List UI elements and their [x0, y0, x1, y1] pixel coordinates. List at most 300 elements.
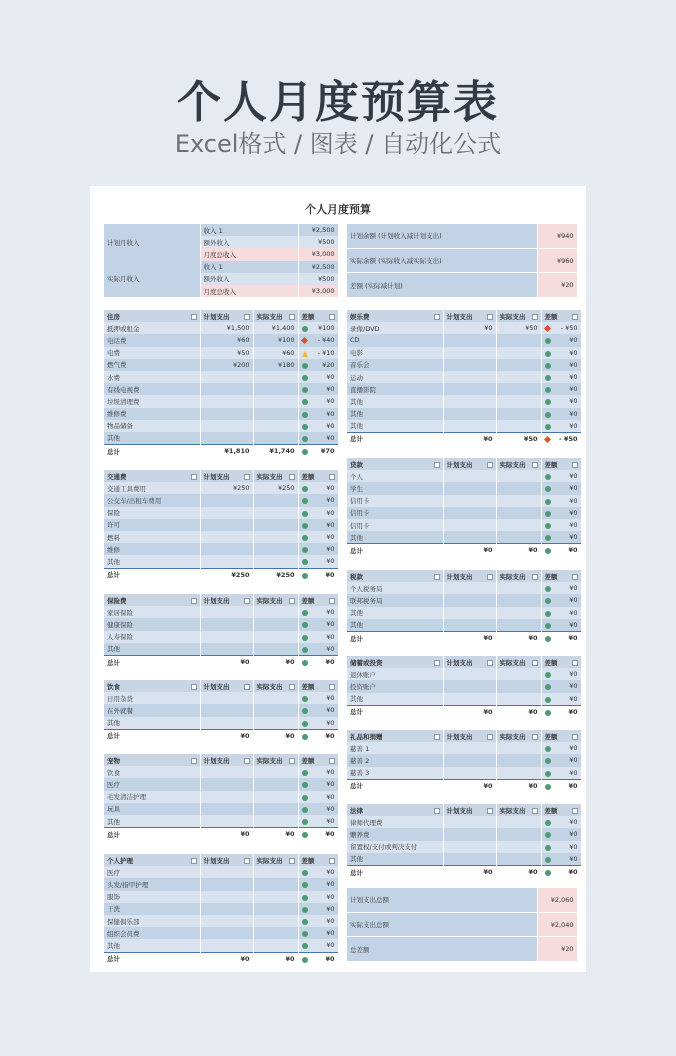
difference-value: ¥0: [326, 385, 335, 394]
column-header-text: 实际支出: [256, 856, 283, 865]
expense-row: [104, 903, 338, 915]
on-budget-indicator-icon: [302, 573, 308, 579]
header-subtitle: Excel格式 / 图表 / 自动化公式: [174, 130, 502, 158]
filter-dropdown-icon[interactable]: [191, 598, 197, 604]
actual-cost-cell[interactable]: ¥180: [253, 359, 298, 371]
actual-cost-cell[interactable]: [253, 927, 298, 939]
on-budget-indicator-icon: [302, 436, 308, 442]
column-header-text: 差额: [544, 732, 558, 741]
planned-cost-cell[interactable]: [200, 408, 253, 420]
planned-cost-cell[interactable]: ¥50: [200, 347, 253, 359]
total-row: [104, 729, 338, 742]
actual-cost-cell[interactable]: [496, 853, 541, 866]
expense-item-label: 交通工具费用: [104, 482, 200, 494]
on-budget-indicator-icon: [302, 696, 308, 702]
expense-row: [104, 322, 338, 334]
filter-dropdown-icon[interactable]: [329, 684, 335, 690]
actual-cost-cell[interactable]: [253, 915, 298, 927]
expense-row: [104, 692, 338, 704]
expense-row: [104, 927, 338, 939]
actual-cost-cell[interactable]: [253, 766, 298, 778]
actual-cost-cell[interactable]: [496, 334, 541, 346]
actual-cost-cell[interactable]: [496, 767, 541, 780]
actual-cost-cell[interactable]: [496, 347, 541, 359]
difference-value: ¥0: [569, 670, 578, 679]
planned-cost-cell[interactable]: [443, 619, 496, 632]
filter-dropdown-icon[interactable]: [532, 574, 538, 580]
planned-cost-cell[interactable]: [443, 680, 496, 692]
on-budget-indicator-icon: [545, 375, 551, 381]
actual-cost-cell[interactable]: [253, 494, 298, 506]
difference-value: ¥0: [569, 682, 578, 691]
on-budget-indicator-icon: [302, 832, 308, 838]
expense-row: [347, 395, 581, 407]
planned-cost-cell[interactable]: ¥0: [443, 322, 496, 334]
actual-cost-cell[interactable]: [496, 420, 541, 433]
planned-cost-cell[interactable]: [200, 507, 253, 519]
income-row-value[interactable]: ¥2,500: [298, 224, 338, 236]
filter-dropdown-icon[interactable]: [487, 734, 493, 740]
column-header-plan: [200, 854, 253, 866]
planned-cost-cell[interactable]: [200, 717, 253, 730]
filter-dropdown-icon[interactable]: [434, 734, 440, 740]
actual-cost-cell[interactable]: ¥60: [253, 347, 298, 359]
filter-dropdown-icon[interactable]: [434, 574, 440, 580]
actual-cost-cell[interactable]: [253, 531, 298, 543]
income-row-value[interactable]: ¥500: [298, 273, 338, 285]
actual-cost-cell[interactable]: [253, 395, 298, 407]
total-actual: ¥1,740: [253, 445, 298, 458]
actual-cost-cell[interactable]: [253, 631, 298, 643]
planned-cost-cell[interactable]: [200, 791, 253, 803]
expense-row: [347, 495, 581, 507]
balance-section: [347, 224, 577, 297]
total-difference: [298, 445, 338, 458]
actual-cost-cell[interactable]: [253, 778, 298, 790]
column-header-actual: [253, 470, 298, 482]
filter-dropdown-icon[interactable]: [329, 314, 335, 320]
filter-dropdown-icon[interactable]: [289, 858, 295, 864]
planned-cost-cell[interactable]: [200, 606, 253, 618]
planned-cost-cell[interactable]: [200, 692, 253, 704]
category-header-row: [104, 680, 338, 692]
budget-sheet: [90, 186, 586, 972]
planned-cost-cell[interactable]: [443, 482, 496, 494]
total-actual: ¥0: [496, 544, 541, 557]
difference-value: ¥0: [326, 397, 335, 406]
actual-cost-cell[interactable]: [253, 383, 298, 395]
actual-cost-cell[interactable]: [253, 692, 298, 704]
difference-value: ¥0: [326, 545, 335, 554]
summary-value: ¥20: [537, 937, 577, 961]
summary-value: ¥2,040: [537, 912, 577, 936]
income-row-value[interactable]: ¥2,500: [298, 261, 338, 273]
actual-cost-cell[interactable]: [496, 482, 541, 494]
actual-cost-cell[interactable]: [253, 432, 298, 445]
planned-cost-cell[interactable]: [200, 915, 253, 927]
difference-value: ¥0: [569, 744, 578, 753]
expense-row: [104, 359, 338, 371]
actual-cost-cell[interactable]: [496, 408, 541, 420]
actual-cost-cell[interactable]: [253, 704, 298, 716]
filter-dropdown-icon[interactable]: [487, 462, 493, 468]
filter-dropdown-icon[interactable]: [329, 474, 335, 480]
filter-dropdown-icon[interactable]: [532, 808, 538, 814]
filter-dropdown-icon[interactable]: [532, 314, 538, 320]
actual-cost-cell[interactable]: ¥1,400: [253, 322, 298, 334]
expense-item-label: 音乐会: [347, 359, 443, 371]
filter-dropdown-icon[interactable]: [572, 808, 578, 814]
total-label: 总计: [104, 568, 200, 581]
actual-cost-cell[interactable]: [496, 470, 541, 482]
actual-cost-cell[interactable]: [496, 383, 541, 395]
filter-dropdown-icon[interactable]: [434, 462, 440, 468]
category-name: [347, 804, 443, 816]
actual-cost-cell[interactable]: [253, 903, 298, 915]
actual-cost-cell[interactable]: [496, 495, 541, 507]
actual-cost-cell[interactable]: [253, 618, 298, 630]
total-row: [104, 568, 338, 581]
planned-cost-cell[interactable]: [443, 594, 496, 606]
category-header-row: [347, 458, 581, 470]
planned-cost-cell[interactable]: [200, 420, 253, 432]
actual-cost-cell[interactable]: [253, 891, 298, 903]
actual-cost-cell[interactable]: [253, 866, 298, 878]
on-budget-indicator-icon: [302, 399, 308, 405]
difference-value: - ¥40: [317, 336, 335, 345]
filter-dropdown-icon[interactable]: [572, 314, 578, 320]
expense-item-label: 电影: [347, 347, 443, 359]
actual-cost-cell[interactable]: [496, 359, 541, 371]
expense-row: [104, 519, 338, 531]
planned-cost-cell[interactable]: [443, 582, 496, 594]
actual-cost-cell[interactable]: [496, 519, 541, 531]
planned-cost-cell[interactable]: [200, 891, 253, 903]
planned-cost-cell[interactable]: ¥60: [200, 334, 253, 346]
filter-dropdown-icon[interactable]: [289, 598, 295, 604]
planned-cost-cell[interactable]: [443, 395, 496, 407]
on-budget-indicator-icon: [545, 486, 551, 492]
budget-category-right_blocks-2: [347, 570, 577, 644]
total-row: [347, 705, 581, 718]
planned-cost-cell[interactable]: [443, 495, 496, 507]
filter-dropdown-icon[interactable]: [572, 734, 578, 740]
filter-dropdown-icon[interactable]: [191, 474, 197, 480]
filter-dropdown-icon[interactable]: [572, 462, 578, 468]
planned-cost-cell[interactable]: [200, 766, 253, 778]
budget-category-left_blocks-0: [104, 310, 338, 457]
difference-value: ¥0: [326, 868, 335, 877]
actual-cost-cell[interactable]: [496, 371, 541, 383]
actual-cost-cell[interactable]: [253, 717, 298, 730]
actual-cost-cell[interactable]: [496, 668, 541, 680]
expense-row: [104, 395, 338, 407]
difference-cell: [541, 742, 581, 754]
planned-cost-cell[interactable]: [443, 607, 496, 619]
planned-cost-cell[interactable]: ¥250: [200, 482, 253, 494]
actual-cost-cell[interactable]: [496, 582, 541, 594]
difference-value: ¥0: [569, 472, 578, 481]
difference-value: ¥0: [569, 484, 578, 493]
filter-dropdown-icon[interactable]: [191, 314, 197, 320]
planned-cost-cell[interactable]: [200, 494, 253, 506]
expense-item-label: 保险: [104, 507, 200, 519]
actual-cost-cell[interactable]: [253, 643, 298, 656]
planned-cost-cell[interactable]: [200, 803, 253, 815]
expense-item-label: 联邦税务局: [347, 594, 443, 606]
total-label: 总计: [347, 865, 443, 878]
planned-cost-cell[interactable]: [200, 815, 253, 828]
on-budget-indicator-icon: [302, 559, 308, 565]
on-budget-indicator-icon: [545, 412, 551, 418]
difference-value: ¥0: [569, 842, 578, 851]
planned-cost-cell[interactable]: [200, 531, 253, 543]
filter-dropdown-icon[interactable]: [487, 808, 493, 814]
planned-cost-cell[interactable]: [443, 371, 496, 383]
planned-cost-cell[interactable]: [443, 742, 496, 754]
expense-row: [104, 606, 338, 618]
difference-cell: [541, 828, 581, 840]
actual-cost-cell[interactable]: [253, 371, 298, 383]
actual-cost-cell[interactable]: [496, 531, 541, 544]
planned-cost-cell[interactable]: [443, 853, 496, 866]
actual-cost-cell[interactable]: [253, 606, 298, 618]
filter-dropdown-icon[interactable]: [289, 684, 295, 690]
on-budget-indicator-icon: [302, 882, 308, 888]
on-budget-indicator-icon: [545, 399, 551, 405]
planned-cost-cell[interactable]: [200, 866, 253, 878]
actual-cost-cell[interactable]: [496, 619, 541, 632]
planned-cost-cell[interactable]: ¥200: [200, 359, 253, 371]
column-header-diff: [298, 594, 338, 606]
difference-value: ¥0: [569, 533, 578, 542]
filter-dropdown-icon[interactable]: [487, 574, 493, 580]
actual-cost-cell[interactable]: [496, 841, 541, 853]
expense-row: [104, 803, 338, 815]
difference-cell: [298, 631, 338, 643]
actual-cost-cell[interactable]: [496, 594, 541, 606]
actual-cost-cell[interactable]: [496, 754, 541, 766]
total-planned: ¥0: [200, 729, 253, 742]
filter-dropdown-icon[interactable]: [572, 660, 578, 666]
actual-cost-cell[interactable]: [496, 395, 541, 407]
difference-cell: [298, 420, 338, 432]
filter-dropdown-icon[interactable]: [244, 474, 250, 480]
planned-cost-cell[interactable]: [443, 816, 496, 828]
actual-cost-cell[interactable]: [253, 408, 298, 420]
actual-cost-cell[interactable]: [496, 816, 541, 828]
filter-dropdown-icon[interactable]: [572, 574, 578, 580]
expense-item-label: 家居保险: [104, 606, 200, 618]
planned-cost-cell[interactable]: [200, 519, 253, 531]
difference-value: ¥20: [322, 360, 335, 369]
total-actual: ¥50: [496, 432, 541, 445]
expense-item-label: 其他: [347, 693, 443, 706]
actual-cost-cell[interactable]: [253, 878, 298, 890]
difference-cell: [541, 693, 581, 706]
filter-dropdown-icon[interactable]: [532, 734, 538, 740]
total-difference: [298, 568, 338, 581]
difference-value: ¥0: [326, 694, 335, 703]
actual-cost-cell[interactable]: [253, 519, 298, 531]
difference-value: ¥0: [326, 484, 335, 493]
filter-dropdown-icon[interactable]: [289, 758, 295, 764]
category-name-text: 交通费: [107, 472, 127, 481]
filter-dropdown-icon[interactable]: [244, 684, 250, 690]
filter-dropdown-icon[interactable]: [329, 598, 335, 604]
filter-dropdown-icon[interactable]: [329, 758, 335, 764]
expense-row: [347, 371, 581, 383]
planned-cost-cell[interactable]: [200, 618, 253, 630]
actual-cost-cell[interactable]: ¥250: [253, 482, 298, 494]
difference-value: ¥0: [326, 533, 335, 542]
planned-cost-cell[interactable]: [200, 927, 253, 939]
income-row-label: 额外收入: [200, 273, 298, 285]
column-header-text: 计划支出: [446, 312, 473, 321]
difference-cell: [541, 754, 581, 766]
planned-cost-cell[interactable]: [443, 841, 496, 853]
on-budget-indicator-icon: [302, 375, 308, 381]
difference-cell: [298, 334, 338, 346]
planned-cost-cell[interactable]: [443, 347, 496, 359]
income-row-value[interactable]: ¥500: [298, 236, 338, 248]
column-header-text: 实际支出: [256, 756, 283, 765]
planned-cost-cell[interactable]: [200, 778, 253, 790]
expense-item-label: 电费: [104, 347, 200, 359]
filter-dropdown-icon[interactable]: [532, 462, 538, 468]
filter-dropdown-icon[interactable]: [289, 474, 295, 480]
planned-cost-cell[interactable]: [443, 334, 496, 346]
difference-cell: [298, 717, 338, 730]
difference-cell: [541, 619, 581, 632]
planned-cost-cell[interactable]: ¥1,500: [200, 322, 253, 334]
actual-cost-cell[interactable]: [496, 507, 541, 519]
difference-cell: [541, 495, 581, 507]
on-budget-indicator-icon: [545, 586, 551, 592]
planned-cost-cell[interactable]: [443, 531, 496, 544]
planned-cost-cell[interactable]: [200, 903, 253, 915]
on-budget-indicator-icon: [302, 907, 308, 913]
actual-cost-cell[interactable]: [496, 607, 541, 619]
difference-value: ¥0: [326, 880, 335, 889]
actual-cost-cell[interactable]: [253, 815, 298, 828]
on-budget-indicator-icon: [302, 486, 308, 492]
filter-dropdown-icon[interactable]: [244, 758, 250, 764]
planned-cost-cell[interactable]: [200, 555, 253, 568]
column-header-plan: [200, 310, 253, 322]
actual-cost-cell[interactable]: [253, 555, 298, 568]
filter-dropdown-icon[interactable]: [191, 758, 197, 764]
planned-cost-cell[interactable]: [200, 643, 253, 656]
planned-cost-cell[interactable]: [443, 668, 496, 680]
planned-cost-cell[interactable]: [200, 383, 253, 395]
total-actual: ¥0: [253, 952, 298, 965]
difference-value: ¥0: [326, 768, 335, 777]
filter-dropdown-icon[interactable]: [244, 314, 250, 320]
planned-cost-cell[interactable]: [200, 631, 253, 643]
planned-cost-cell[interactable]: [443, 383, 496, 395]
category-name: [104, 680, 200, 692]
budget-category-right_blocks-3: [347, 656, 577, 718]
planned-cost-cell[interactable]: [443, 470, 496, 482]
planned-cost-cell[interactable]: [443, 408, 496, 420]
filter-dropdown-icon[interactable]: [191, 684, 197, 690]
filter-dropdown-icon[interactable]: [487, 314, 493, 320]
column-header-text: 差额: [301, 472, 315, 481]
actual-cost-cell[interactable]: ¥50: [496, 322, 541, 334]
summary-label: 总差额: [347, 937, 537, 961]
difference-value: ¥0: [326, 557, 335, 566]
planned-cost-cell[interactable]: [443, 507, 496, 519]
actual-cost-cell[interactable]: [253, 939, 298, 952]
filter-dropdown-icon[interactable]: [191, 858, 197, 864]
filter-dropdown-icon[interactable]: [434, 660, 440, 666]
total-label: 总计: [347, 544, 443, 557]
planned-cost-cell[interactable]: [200, 939, 253, 952]
total-row: [104, 952, 338, 965]
filter-dropdown-icon[interactable]: [329, 858, 335, 864]
filter-dropdown-icon[interactable]: [244, 598, 250, 604]
planned-cost-cell[interactable]: [443, 693, 496, 706]
actual-cost-cell[interactable]: [496, 693, 541, 706]
filter-dropdown-icon[interactable]: [487, 660, 493, 666]
filter-dropdown-icon[interactable]: [434, 314, 440, 320]
actual-cost-cell[interactable]: [496, 742, 541, 754]
planned-cost-cell[interactable]: [443, 519, 496, 531]
difference-value: ¥0: [569, 830, 578, 839]
planned-cost-cell[interactable]: [443, 828, 496, 840]
planned-cost-cell[interactable]: [200, 395, 253, 407]
balance-value: ¥960: [537, 248, 577, 272]
expense-item-label: 其他: [104, 815, 200, 828]
income-section: [104, 224, 338, 297]
total-difference-value: - ¥50: [558, 434, 578, 443]
planned-cost-cell[interactable]: [200, 878, 253, 890]
expense-row: [104, 939, 338, 952]
planned-cost-cell[interactable]: [200, 371, 253, 383]
planned-cost-cell[interactable]: [200, 704, 253, 716]
actual-cost-cell[interactable]: [496, 680, 541, 692]
column-header-text: 实际支出: [499, 732, 526, 741]
over-budget-indicator-icon: [543, 325, 550, 332]
actual-cost-cell[interactable]: [496, 828, 541, 840]
actual-cost-cell[interactable]: [253, 420, 298, 432]
actual-cost-cell[interactable]: [253, 543, 298, 555]
filter-dropdown-icon[interactable]: [532, 660, 538, 666]
filter-dropdown-icon[interactable]: [289, 314, 295, 320]
actual-cost-cell[interactable]: [253, 791, 298, 803]
on-budget-indicator-icon: [545, 548, 551, 554]
expense-row: [104, 791, 338, 803]
column-header-text: 差额: [544, 312, 558, 321]
planned-cost-cell[interactable]: [200, 543, 253, 555]
actual-cost-cell[interactable]: ¥100: [253, 334, 298, 346]
actual-cost-cell[interactable]: [253, 507, 298, 519]
on-budget-indicator-icon: [302, 919, 308, 925]
difference-value: ¥0: [569, 508, 578, 517]
expense-item-label: 赡养费: [347, 828, 443, 840]
planned-cost-cell[interactable]: [443, 767, 496, 780]
planned-cost-cell[interactable]: [443, 420, 496, 433]
filter-dropdown-icon[interactable]: [244, 858, 250, 864]
planned-cost-cell[interactable]: [443, 359, 496, 371]
filter-dropdown-icon[interactable]: [434, 808, 440, 814]
actual-cost-cell[interactable]: [253, 803, 298, 815]
planned-cost-cell[interactable]: [200, 432, 253, 445]
expense-item-label: 物品储备: [104, 420, 200, 432]
column-header-diff: [541, 804, 581, 816]
planned-cost-cell[interactable]: [443, 754, 496, 766]
